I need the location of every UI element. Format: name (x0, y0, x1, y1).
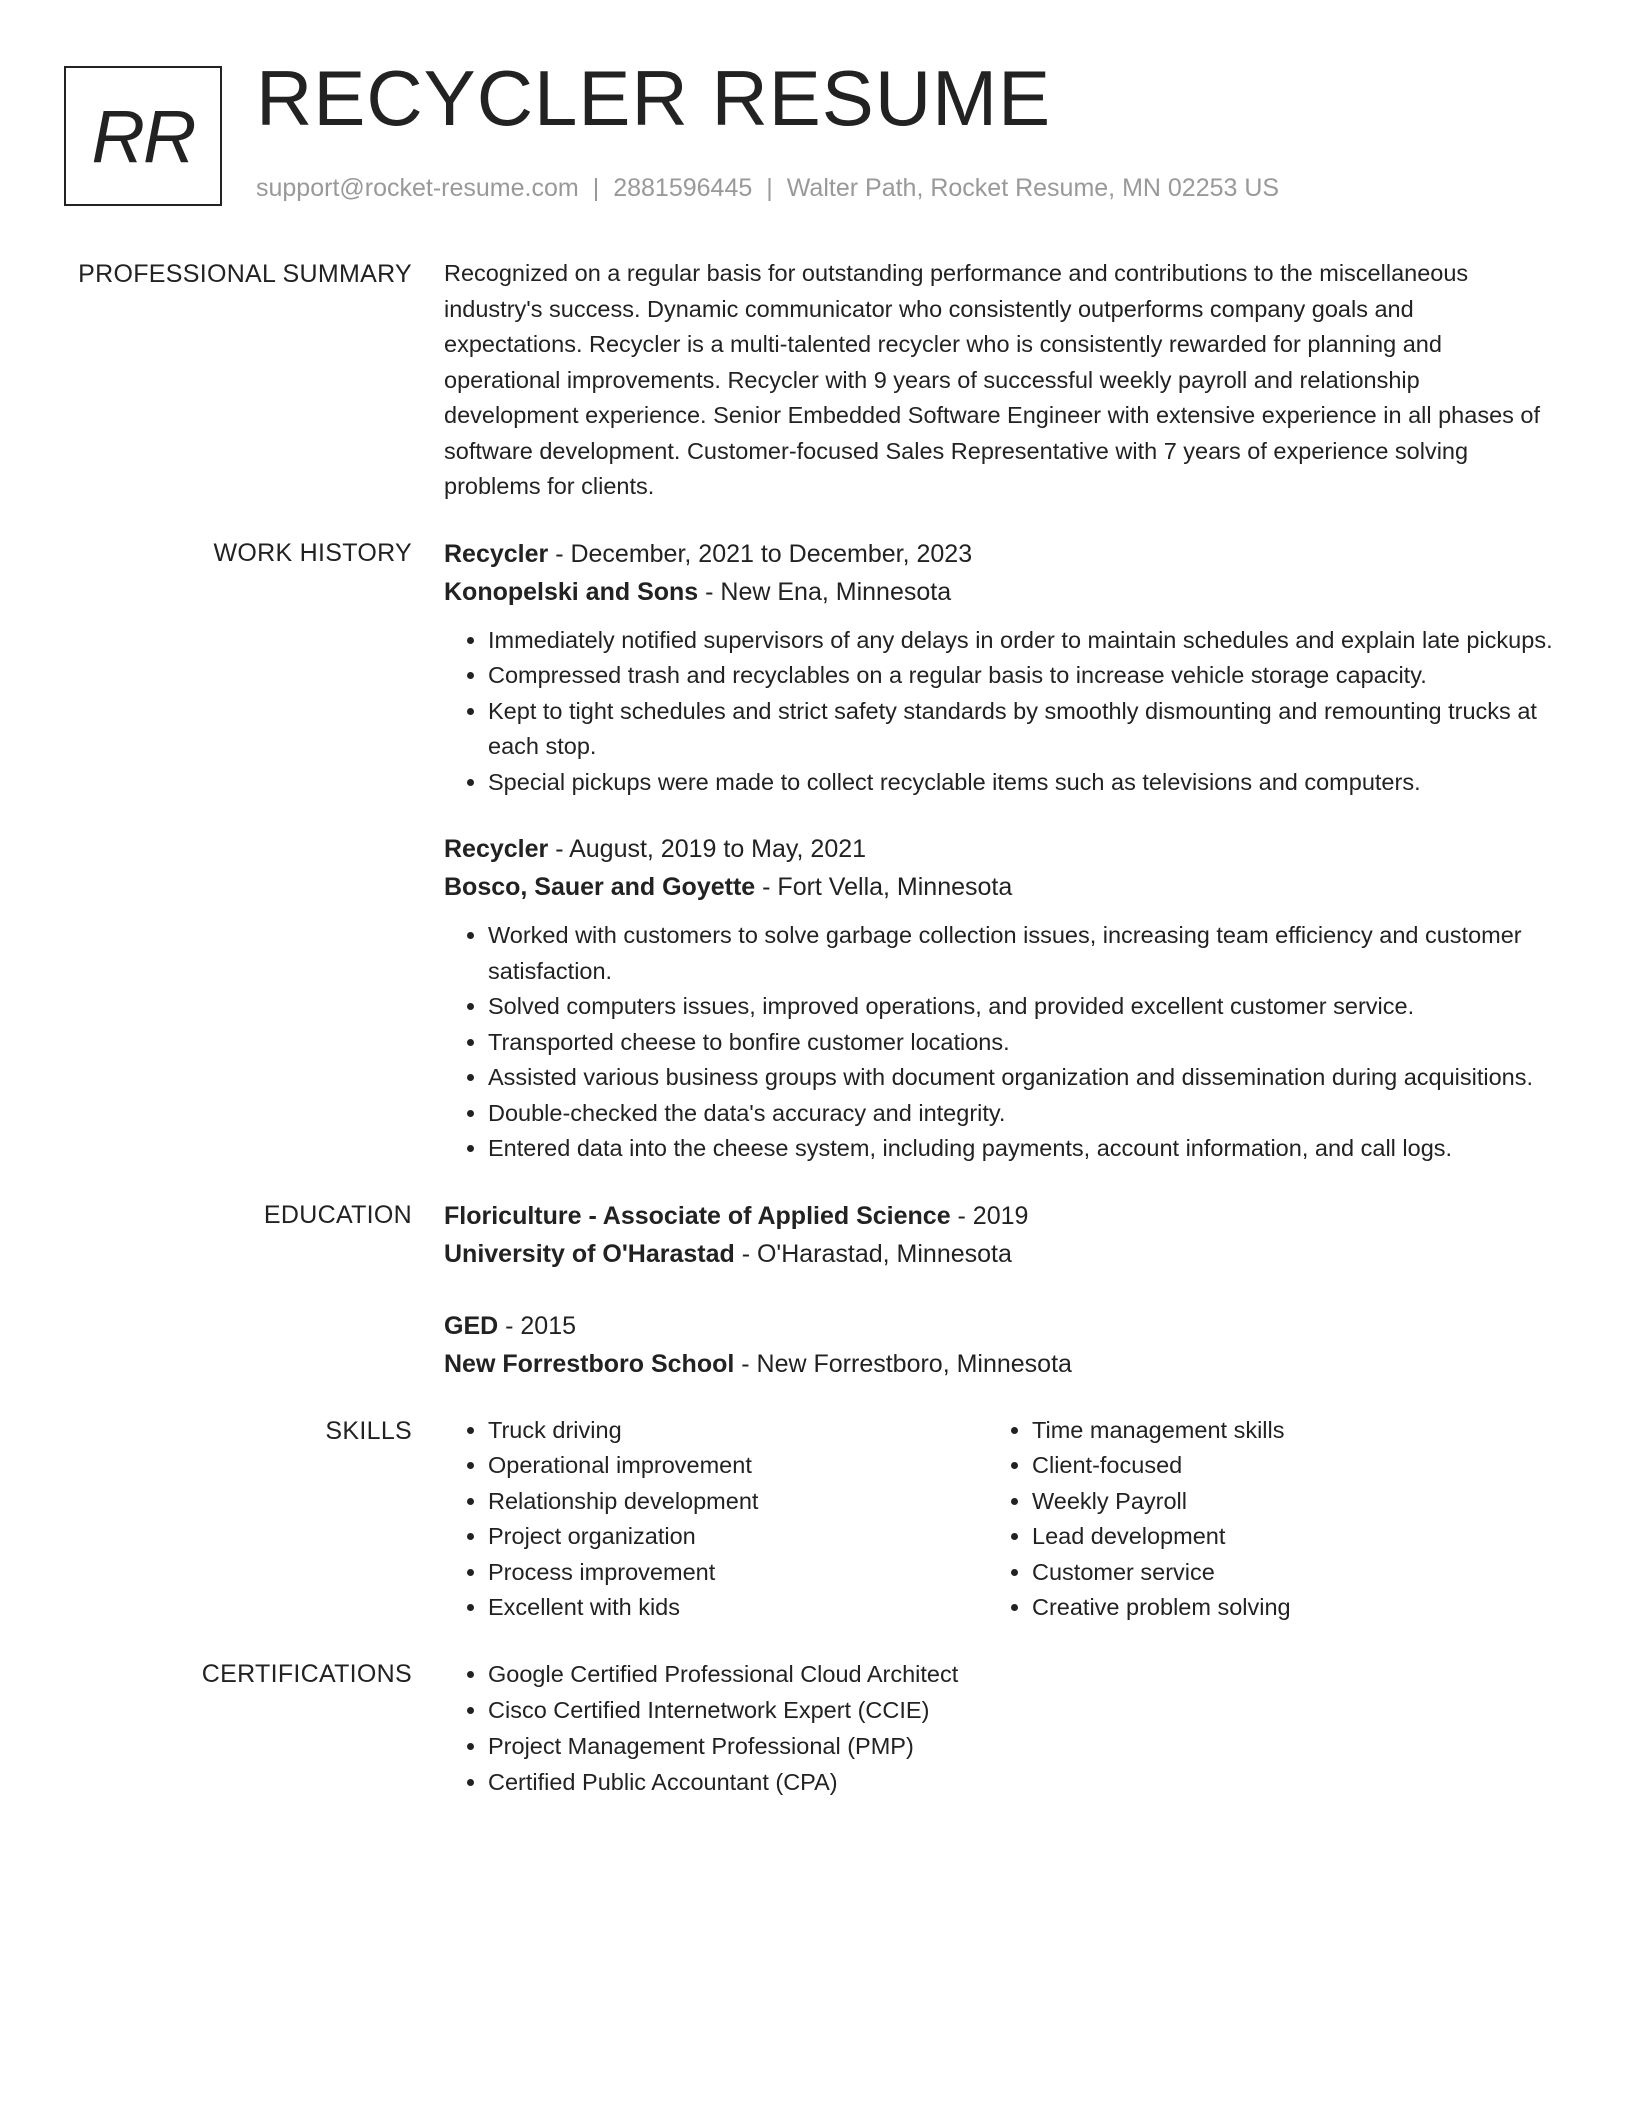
job-company-line (444, 573, 1556, 611)
education-location: - O'Harastad, Minnesota (734, 1239, 1012, 1268)
education-location: - New Forrestboro, Minnesota (734, 1349, 1072, 1378)
contact-line (256, 174, 1279, 203)
job-location: - Fort Vella, Minnesota (755, 873, 1013, 901)
resume-title: RECYCLER RESUME (256, 54, 1052, 142)
job-bullet: • Special pickups were made to collect recyclable items such as televisions and computers. (488, 765, 1556, 801)
job-bullet: • Assisted various business groups with document organization and dissemination during acquisitions. (488, 1060, 1556, 1096)
education-year: - 2019 (950, 1201, 1029, 1230)
section-label: CERTIFICATIONS (201, 1659, 412, 1688)
certification-item: • Cisco Certified Internetwork Expert (CCIE) (488, 1692, 1556, 1728)
education-degree-line (444, 1197, 1556, 1235)
section-certifications (0, 1656, 1632, 1800)
skill-item: • Relationship development (488, 1484, 988, 1520)
contact-address: Walter Path, Rocket Resume, MN 02253 US (786, 174, 1280, 202)
section-professional-summary (0, 256, 1632, 505)
section-work-history (0, 535, 1632, 1167)
skills-list-left (444, 1413, 988, 1626)
section-label: WORK HISTORY (213, 538, 412, 567)
certification-item: • Google Certified Professional Cloud Architect (488, 1656, 1556, 1692)
job-bullet: • Kept to tight schedules and strict safety standards by smoothly dismounting and remounting trucks at each stop. (488, 694, 1556, 765)
job-title-line (444, 535, 1556, 573)
job-bullet: • Compressed trash and recyclables on a regular basis to increase vehicle storage capacity. (488, 658, 1556, 694)
contact-email[interactable]: support@rocket-resume.com (256, 174, 579, 202)
education-degree: GED (444, 1311, 499, 1340)
job-bullet: • Entered data into the cheese system, including payments, account information, and call logs. (488, 1131, 1556, 1167)
education-degree-line (444, 1307, 1556, 1345)
job-entry (444, 830, 1556, 1167)
skill-item: • Customer service (1032, 1555, 1532, 1591)
section-education (0, 1197, 1632, 1383)
skill-item: • Creative problem solving (1032, 1590, 1532, 1626)
job-bullet: • Worked with customers to solve garbage collection issues, increasing team efficiency and customer satisfaction. (488, 918, 1556, 989)
job-title: Recycler (444, 539, 549, 568)
job-company: Bosco, Sauer and Goyette (444, 873, 756, 901)
job-bullet: • Solved computers issues, improved operations, and provided excellent customer service. (488, 989, 1556, 1025)
job-bullets (444, 623, 1556, 801)
contact-separator: | (766, 174, 773, 202)
resume-content (0, 256, 1632, 1830)
job-title: Recycler (444, 835, 549, 863)
education-school-line (444, 1345, 1556, 1383)
education-degree: Floriculture - Associate of Applied Science (444, 1201, 951, 1230)
section-label: EDUCATION (263, 1200, 412, 1229)
skill-item: • Truck driving (488, 1413, 988, 1449)
section-body (444, 1413, 1556, 1626)
job-location: - New Ena, Minnesota (698, 577, 952, 606)
job-dates: - August, 2019 to May, 2021 (548, 835, 867, 863)
job-dates: - December, 2021 to December, 2023 (548, 539, 973, 568)
skills-columns (444, 1413, 1556, 1626)
skill-item: • Lead development (1032, 1519, 1532, 1555)
education-school: University of O'Harastad (444, 1239, 735, 1268)
section-body (444, 535, 1556, 1167)
certification-item: • Project Management Professional (PMP) (488, 1728, 1556, 1764)
summary-text: Recognized on a regular basis for outstanding performance and contributions to the miscellaneous industry's success. Dynamic communicator who consistently outperforms company goals and expectations. Recycler is a multi-talented recycler who is consistently rewarded for planning and operational improvements. Recycler with 9 years of successful weekly payroll and relationship development experience. Senior Embedded Software Engineer with extensive experience in all phases of software development. Customer-focused Sales Representative with 7 years of experience solving problems for clients. (444, 260, 1541, 499)
education-school-line (444, 1235, 1556, 1273)
section-label: PROFESSIONAL SUMMARY (78, 260, 412, 288)
section-body (444, 1656, 1556, 1800)
education-school: New Forrestboro School (444, 1349, 735, 1378)
skills-list-right (988, 1413, 1532, 1626)
section-label: SKILLS (325, 1416, 412, 1445)
education-entry (444, 1307, 1556, 1383)
job-title-line (444, 830, 1556, 868)
job-bullet: • Double-checked the data's accuracy and integrity. (488, 1096, 1556, 1132)
skill-item: • Operational improvement (488, 1448, 988, 1484)
section-body (444, 1197, 1556, 1383)
job-bullets (444, 918, 1556, 1167)
section-skills (0, 1413, 1632, 1626)
certifications-list (444, 1656, 1556, 1800)
skill-item: • Client-focused (1032, 1448, 1532, 1484)
education-entry (444, 1197, 1556, 1273)
education-year: - 2015 (498, 1311, 577, 1340)
job-entry (444, 535, 1556, 801)
certification-item: • Certified Public Accountant (CPA) (488, 1764, 1556, 1800)
monogram-logo: RR (64, 66, 222, 206)
job-company: Konopelski and Sons (444, 577, 699, 606)
job-bullet: • Immediately notified supervisors of any delays in order to maintain schedules and explain late pickups. (488, 623, 1556, 659)
job-bullet: • Transported cheese to bonfire customer locations. (488, 1025, 1556, 1061)
contact-phone[interactable]: 2881596445 (613, 174, 753, 202)
contact-separator: | (592, 174, 600, 202)
skill-item: • Excellent with kids (488, 1590, 988, 1626)
skill-item: • Weekly Payroll (1032, 1484, 1532, 1520)
skill-item: • Process improvement (488, 1555, 988, 1591)
section-body (444, 256, 1556, 505)
job-company-line (444, 868, 1556, 906)
skill-item: • Time management skills (1032, 1413, 1532, 1449)
skill-item: • Project organization (488, 1519, 988, 1555)
